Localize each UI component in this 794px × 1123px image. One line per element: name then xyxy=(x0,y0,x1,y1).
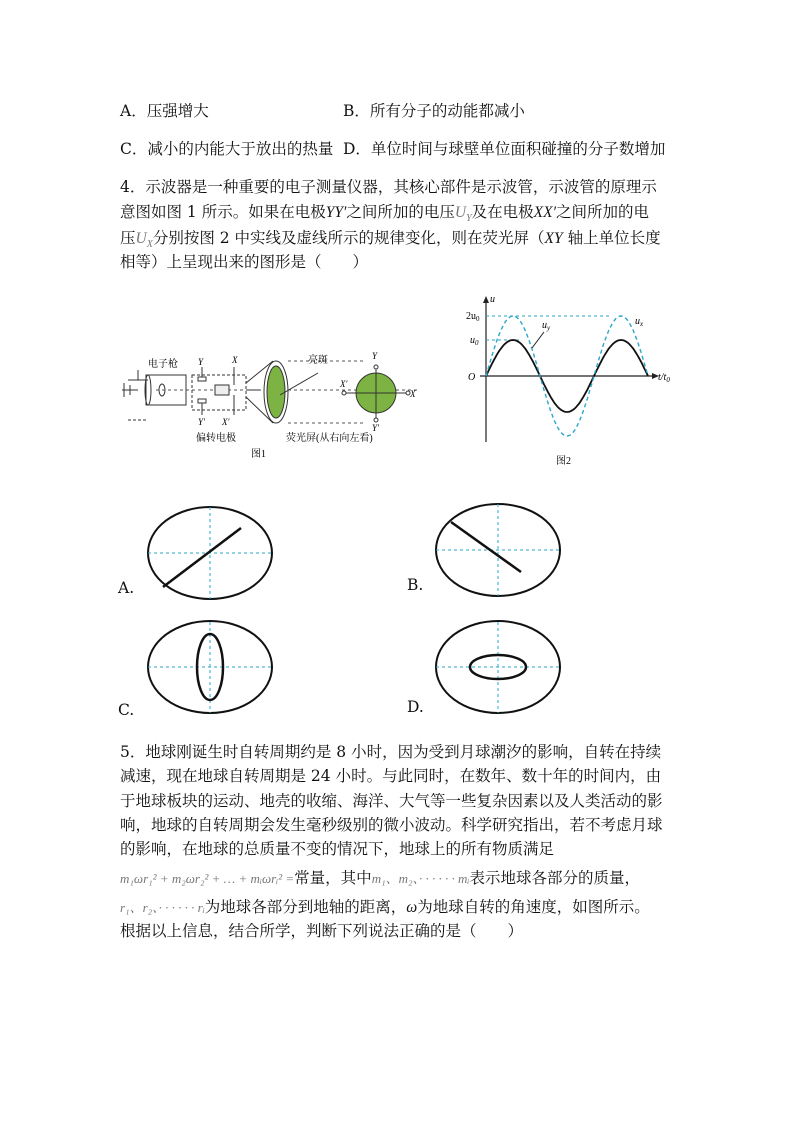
label-screen: 荧光屏(从右向左看) xyxy=(286,433,373,444)
svg-text:X: X xyxy=(410,389,416,399)
q3-option-a: A．压强增大 xyxy=(120,102,209,120)
figure-2-voltage-graph xyxy=(460,292,680,472)
svg-text:uy: $u_y$ xyxy=(542,320,551,332)
svg-text:X′: X′ xyxy=(222,417,230,427)
label-spot: 亮斑 xyxy=(308,355,328,366)
q5-line-3: 于地球板块的运动、地壳的收缩、海洋、大气等一些复杂因素以及人类活动的影 xyxy=(120,792,663,810)
svg-text:ux: $u_x$ xyxy=(635,316,644,328)
q3-option-b: B．所有分子的动能都减小 xyxy=(343,102,525,120)
q5-line-1: 5．地球刚诞生时自转周期约是 8 小时，因为受到月球潮汐的影响，自转在持续 xyxy=(120,743,662,761)
q5-line-4: 响，地球的自转周期会发生毫秒级别的微小波动。科学研究指出，若不考虑月球 xyxy=(120,816,663,834)
q3-option-d: D．单位时间与球壁单位面积碰撞的分子数增加 xyxy=(343,140,666,158)
svg-text:Y: Y xyxy=(198,357,204,367)
q3-option-c: C．减小的内能大于放出的热量 xyxy=(120,140,334,158)
choice-c-label: C. xyxy=(118,701,135,719)
svg-text:Y: Y xyxy=(372,351,378,361)
figure-1-oscilloscope-tube xyxy=(118,345,418,465)
svg-text:X: X xyxy=(232,355,238,365)
label-electron-gun: 电子枪 xyxy=(148,359,178,370)
svg-text:Y′: Y′ xyxy=(198,417,205,427)
choice-d-label: D. xyxy=(407,698,424,716)
q5-line-5: 的影响，在地球的总质量不变的情况下，地球上的所有物质满足 xyxy=(120,840,555,858)
choice-a-figure xyxy=(145,505,275,605)
q4-line-1: 4．示波器是一种重要的电子测量仪器，其核心部件是示波管，示波管的原理示 xyxy=(120,178,657,196)
q5-formula: m₁ωr₁² + m₂ωr₂² + … + mᵢωrᵢ² = xyxy=(120,871,295,886)
q5-line-2: 减速，现在地球自转周期是 24 小时。与此同时，在数年、数十年的时间内，由 xyxy=(120,767,662,785)
svg-text:u: u xyxy=(490,294,495,305)
q4-line-3: 压$U_X$分别按图 2 中实线及虚线所示的规律变化，则在荧光屏（XY 轴上单位长度 xyxy=(120,229,661,251)
label-deflection-electrodes: 偏转电极 xyxy=(196,433,236,444)
svg-text:t/t0: $t/t_0$ xyxy=(658,372,670,384)
choice-a-label: A. xyxy=(118,579,135,597)
q4-line-2: 意图如图 1 所示。如果在电极YY′之间所加的电压$U_Y$及在电极XX′之间所加的电 xyxy=(120,203,649,225)
figure-1-caption: 图1 xyxy=(251,449,266,460)
q5-line-6: m₁ωr₁² + m₂ωr₂² + … + mᵢωrᵢ² =常量，其中m₁、m₂、· · · · · · mᵢ表示地球各部分的质量， xyxy=(120,869,640,887)
svg-text:X′: X′ xyxy=(340,379,348,389)
choice-b-label: B. xyxy=(407,576,424,594)
svg-text:u0: $u_0$ xyxy=(470,335,479,347)
q4-line-4: 相等）上呈现出来的图形是（ ） xyxy=(120,253,369,271)
choice-c-figure xyxy=(145,620,275,720)
figure-2-caption: 图2 xyxy=(556,456,571,467)
svg-text:2u0: $2u_0$ xyxy=(466,311,480,323)
svg-text:O: O xyxy=(468,372,476,383)
choice-d-figure xyxy=(433,620,563,720)
choice-b-figure xyxy=(433,502,563,602)
q5-line-7: r₁、r₂、· · · · · · rᵢ为地球各部分到地轴的距离，ω为地球自转的角速度，如图所示。 xyxy=(120,898,650,916)
q5-line-8: 根据以上信息，结合所学，判断下列说法正确的是（ ） xyxy=(120,922,524,940)
svg-text:Y′: Y′ xyxy=(372,423,379,433)
